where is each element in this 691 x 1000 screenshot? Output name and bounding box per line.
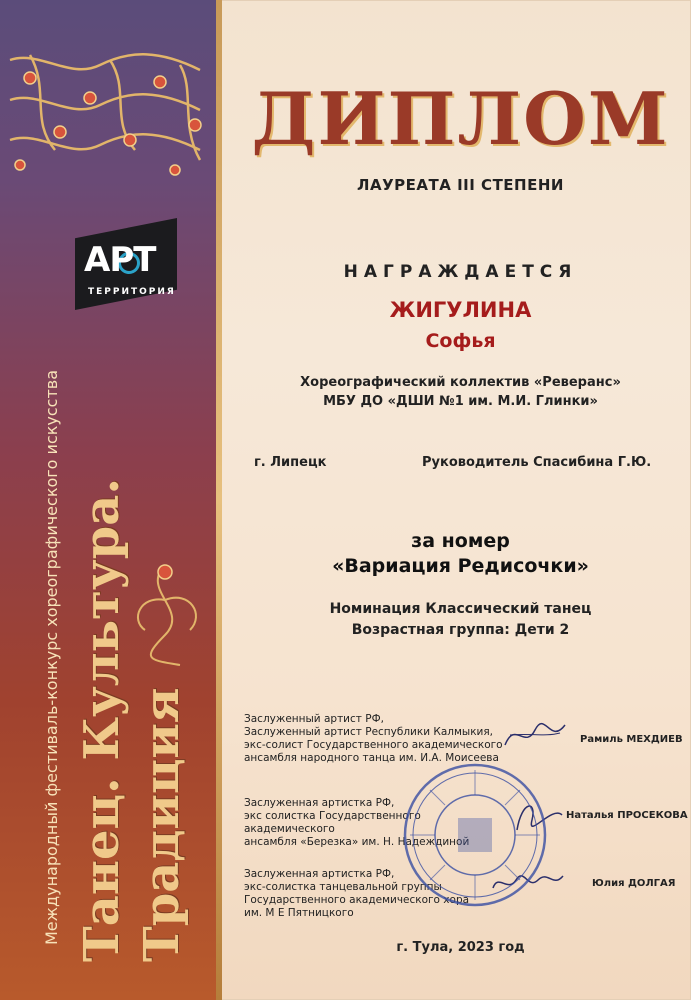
diploma-subtitle: ЛАУРЕАТА III СТЕПЕНИ [357, 176, 564, 194]
ornament-top-icon [0, 40, 222, 190]
jury-name-3: Юлия ДОЛГАЯ [592, 878, 676, 889]
festival-name-line-1: Танец. Культура. [74, 477, 130, 962]
jury-name-2: Наталья ПРОСЕКОВА [566, 810, 688, 821]
leader: Руководитель Спасибина Г.Ю. [422, 455, 652, 470]
festival-caption: Международный фестиваль-конкурс хореографического искусства [42, 369, 61, 945]
city: г. Липецк [254, 455, 327, 470]
signature-1-icon [500, 715, 570, 755]
stamp-seal-icon [400, 760, 550, 910]
jury-title-line: Заслуженная артистка РФ, [244, 868, 395, 880]
jury-name-1: Рамиль МЕХДИЕВ [580, 734, 683, 745]
jury-title-line: экс-солистка танцевальной группы [244, 881, 442, 893]
jury-title-line: ансамбля народного танца им. И.А. Моисеева [244, 752, 499, 764]
jury-title-line: экс солистка Государственного академического [244, 810, 421, 835]
recipient-surname: ЖИГУЛИНА [389, 298, 532, 322]
school-name: МБУ ДО «ДШИ №1 им. М.И. Глинки» [323, 394, 598, 409]
piece-title: «Вариация Редисочки» [332, 555, 589, 577]
jury-title-line: экс-солист Государственного академического [244, 739, 503, 751]
jury-title-line: Государственного академического хора [244, 894, 470, 906]
jury-title-line: Заслуженный артист РФ, [244, 713, 384, 725]
diploma-title: ДИПЛОМ [251, 76, 670, 161]
awarded-label: НАГРАЖДАЕТСЯ [343, 262, 578, 282]
festival-name-line-2: Традиция [134, 687, 190, 962]
age-group: Возрастная группа: Дети 2 [351, 622, 570, 638]
place-year: г. Тула, 2023 год [396, 940, 525, 955]
jury-title-line: Заслуженная артистка РФ, [244, 797, 395, 809]
logo-main-text: АРТ [84, 240, 156, 280]
jury-title-line: ансамбля «Березка» им. Н. Надеждиной [244, 836, 470, 848]
jury-title-1 [244, 713, 504, 765]
recipient-first-name: Софья [425, 330, 496, 352]
festival-name [72, 478, 192, 962]
nomination: Номинация Классический танец [329, 601, 592, 617]
jury-title-line: Заслуженный артист Республики Калмыкия, [244, 726, 494, 738]
collective-name: Хореографический коллектив «Реверанс» [300, 375, 621, 390]
jury-title-line: им. М Е Пятницкого [244, 907, 354, 919]
logo-sub-text: ТЕРРИТОРИЯ [88, 287, 176, 297]
for-number-label: за номер [411, 530, 510, 552]
